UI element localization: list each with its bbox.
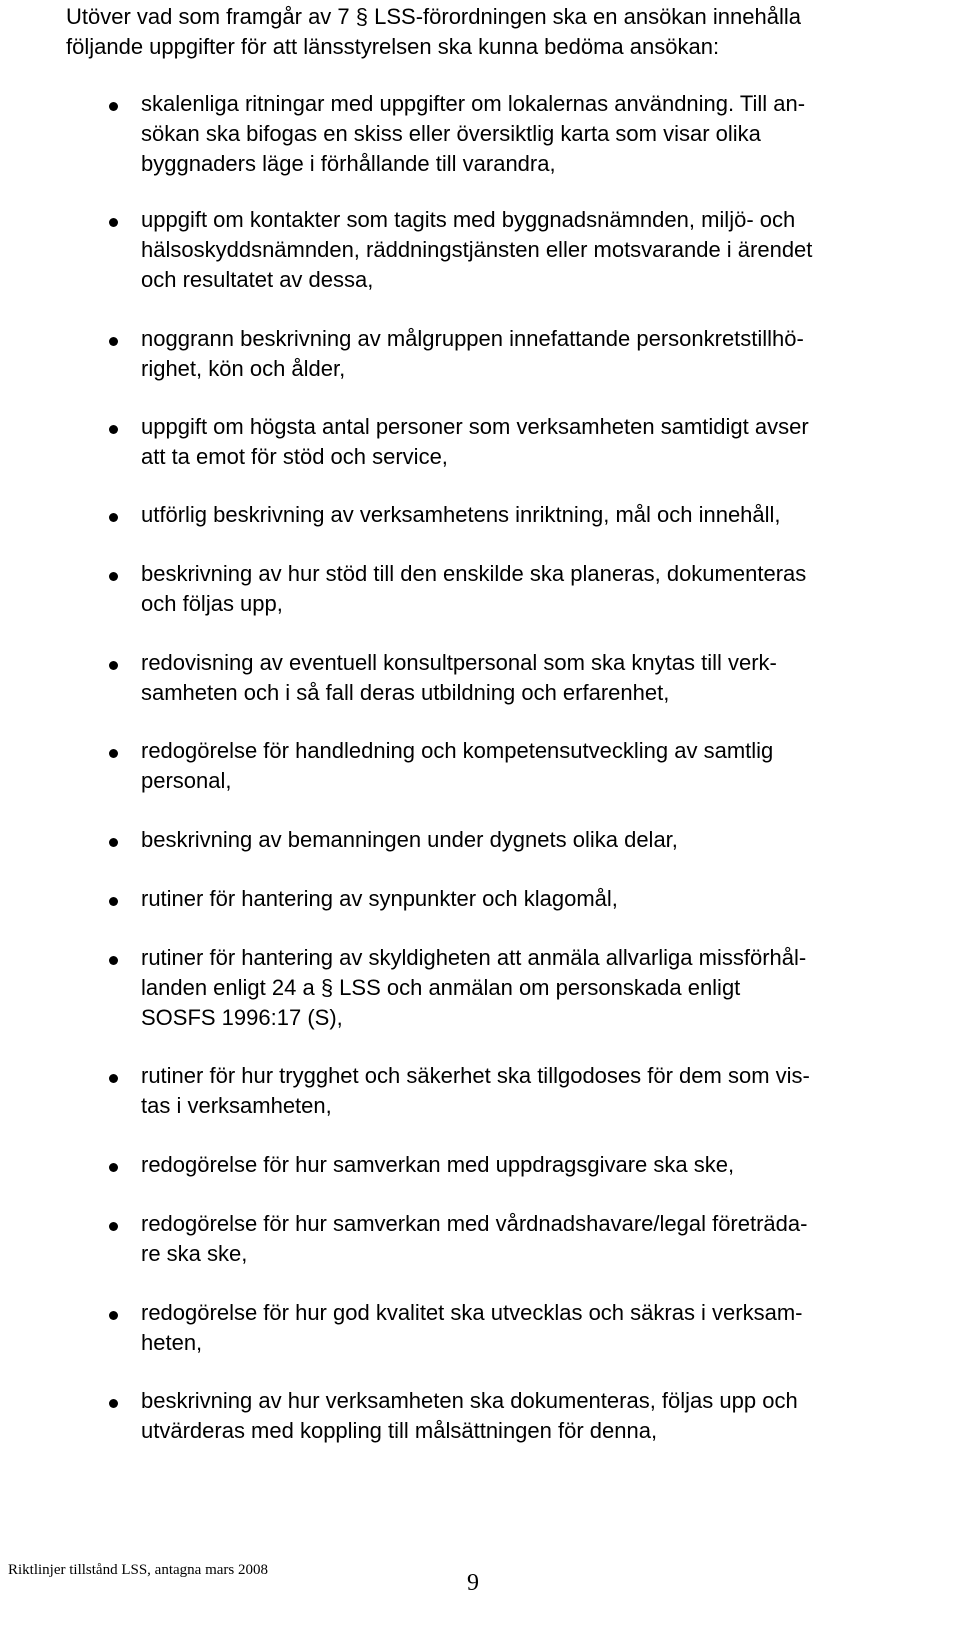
bullet-icon xyxy=(109,218,118,227)
bullet-icon xyxy=(109,1074,118,1083)
bullet-icon xyxy=(109,956,118,965)
bullet-icon xyxy=(109,749,118,758)
list-item-text: redogörelse för hur samverkan med vårdnadshavare/legal företräda- re ska ske, xyxy=(141,1211,808,1266)
bullet-icon xyxy=(109,661,118,670)
bullet-icon xyxy=(109,1222,118,1231)
page-footer xyxy=(0,1560,960,1631)
list-item-text: beskrivning av hur verksamheten ska dokumenteras, följas upp och utvärderas med koppling till målsättningen för denna, xyxy=(141,1388,798,1443)
page-number: 9 xyxy=(467,1570,479,1596)
list-item-text: uppgift om högsta antal personer som verksamheten samtidigt avser att ta emot för stöd och service, xyxy=(141,414,809,469)
list-item-text: redogörelse för hur samverkan med uppdragsgivare ska ske, xyxy=(141,1152,735,1177)
bullet-icon xyxy=(109,1163,118,1172)
list-item-text: uppgift om kontakter som tagits med byggnadsnämnden, miljö- och hälsoskyddsnämnden, räddningstjänsten eller motsvarande i ärendet och resultatet av dessa, xyxy=(141,207,813,292)
intro-paragraph: Utöver vad som framgår av 7 § LSS-förordningen ska en ansökan innehålla följande uppgifter för att länsstyrelsen ska kunna bedöma ansökan: xyxy=(66,4,801,59)
footer-document-title: Riktlinjer tillstånd LSS, antagna mars 2008 xyxy=(8,1562,268,1578)
list-item-text: skalenliga ritningar med uppgifter om lokalernas användning. Till an- sökan ska bifogas en skiss eller översiktlig karta som visar olika byggnaders läge i förhållande till varandra, xyxy=(141,91,806,176)
bullet-icon xyxy=(109,1399,118,1408)
list-item-text: beskrivning av bemanningen under dygnets olika delar, xyxy=(141,827,678,852)
list-item-text: utförlig beskrivning av verksamhetens inriktning, mål och innehåll, xyxy=(141,502,781,527)
list-item-text: rutiner för hantering av skyldigheten att anmäla allvarliga missförhål- landen enligt 24 a § LSS och anmälan om personskada enligt SOSFS 1996:17 (S), xyxy=(141,945,807,1030)
list-item-text: rutiner för hur trygghet och säkerhet ska tillgodoses för dem som vis- tas i verksamheten, xyxy=(141,1063,810,1118)
bullet-icon xyxy=(109,102,118,111)
list-item-text: rutiner för hantering av synpunkter och klagomål, xyxy=(141,886,618,911)
bullet-icon xyxy=(109,572,118,581)
list-item-text: redovisning av eventuell konsultpersonal som ska knytas till verk- samheten och i så fall deras utbildning och erfarenhet, xyxy=(141,650,777,705)
bullet-icon xyxy=(109,1311,118,1320)
list-item-text: noggrann beskrivning av målgruppen innefattande personkretstillhö- righet, kön och ålder, xyxy=(141,326,804,381)
bullet-icon xyxy=(109,838,118,847)
bullet-icon xyxy=(109,513,118,522)
bullet-icon xyxy=(109,425,118,434)
list-item-text: beskrivning av hur stöd till den enskilde ska planeras, dokumenteras och följas upp, xyxy=(141,561,807,616)
list-item-text: redogörelse för hur god kvalitet ska utvecklas och säkras i verksam- heten, xyxy=(141,1300,803,1355)
bullet-icon xyxy=(109,897,118,906)
bullet-icon xyxy=(109,337,118,346)
list-item-text: redogörelse för handledning och kompetensutveckling av samtlig personal, xyxy=(141,738,774,793)
